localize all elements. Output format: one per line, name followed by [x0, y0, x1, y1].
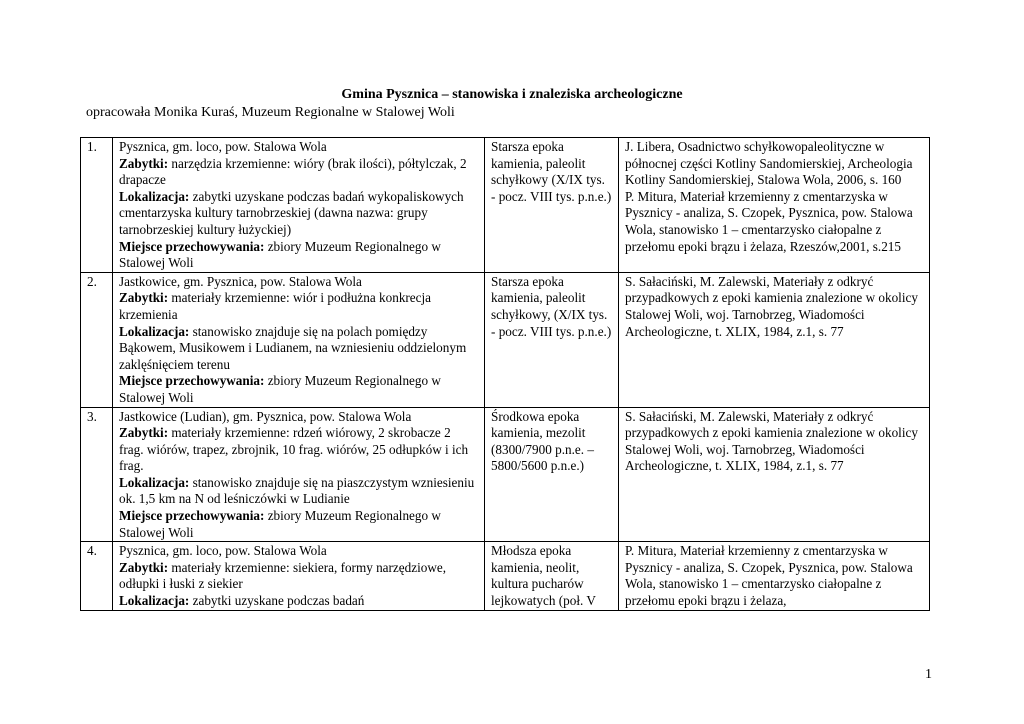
site-name: Pysznica, gm. loco, pow. Stalowa Wola [119, 543, 327, 559]
table-row [81, 407, 930, 542]
location-entry [119, 189, 478, 239]
finds-text: materiały krzemienne: wiór i podłużna konkrecja krzemienia [119, 290, 432, 322]
finds-text: narzędzia krzemienne: wióry (brak ilości), półtylczak, 2 drapacze [119, 155, 467, 188]
period-cell: Starsza epoka kamienia, paleolit schyłkowy, (X/IX tys. - pocz. VIII tys. p.n.e.) [485, 272, 619, 407]
finds-label: Zabytki: [119, 155, 169, 171]
site-name: Pysznica, gm. loco, pow. Stalowa Wola [119, 139, 327, 154]
finds-text: materiały krzemienne: rdzeń wiórowy, 2 skrobacze 2 frag. wiórów, trapez, zbrojnik, 10 frag. wiórów, 25 odłupków i ich frag. [119, 425, 469, 474]
location-entry [119, 475, 478, 508]
location-text: stanowisko znajduje się na piaszczystym wzniesieniu ok. 1,5 km na N od leśniczówki w Ludianie [119, 474, 475, 507]
finds-entry [119, 290, 478, 323]
storage-entry [119, 373, 478, 406]
literature-item: S. Sałaciński, M. Zalewski, Materiały z odkryć przypadkowych z epoki kamienia znalezione w okolicy Stalowej Woli, woj. Tarnobrzeg, Wiadomości Archeologiczne, t. XLIX, 1984, z.1, s. 77 [625, 408, 918, 474]
literature-cell [619, 138, 930, 273]
site-description [113, 407, 485, 542]
site-name: Jastkowice, gm. Pysznica, pow. Stalowa Wola [119, 273, 362, 289]
sites-table [80, 137, 930, 611]
location-text: zabytki uzyskane podczas badań [192, 593, 365, 609]
period-cell: Środkowa epoka kamienia, mezolit (8300/7900 p.n.e. – 5800/5600 p.n.e.) [485, 407, 619, 542]
storage-text: zbiory Muzeum Regionalnego w Stalowej Woli [119, 373, 441, 405]
literature-item: P. Mitura, Materiał krzemienny z cmentarzyska w Pysznicy - analiza, S. Czopek, Pysznica, pow. Stalowa Wola, stanowisko 1 – cmentarzysko ciałopalne z przełomu epoki brązu i żelaza, Rzeszów,2001, s.215 [625, 188, 913, 254]
table-row [81, 542, 930, 610]
location-entry [119, 593, 478, 610]
storage-text: zbiory Muzeum Regionalnego w Stalowej Woli [119, 508, 441, 540]
storage-label: Miejsce przechowywania: [119, 373, 265, 389]
site-description [113, 542, 485, 610]
site-description [113, 272, 485, 407]
literature-cell [619, 542, 930, 610]
location-label: Lokalizacja: [119, 474, 190, 490]
finds-entry [119, 156, 478, 189]
row-number: 1. [81, 138, 113, 273]
page-number: 1 [925, 667, 932, 682]
period-cell: Młodsza epoka kamienia, neolit, kultura pucharów lejkowatych (poł. V [485, 542, 619, 610]
location-label: Lokalizacja: [119, 188, 190, 204]
finds-entry [119, 560, 478, 593]
finds-label: Zabytki: [119, 290, 169, 306]
location-label: Lokalizacja: [119, 593, 190, 609]
location-label: Lokalizacja: [119, 323, 190, 339]
storage-entry [119, 508, 478, 541]
finds-text: materiały krzemienne: siekiera, formy narzędziowe, odłupki i łuski z siekier [119, 559, 447, 592]
table-row [81, 138, 930, 273]
location-text: stanowisko znajduje się na polach pomiędzy Bąkowem, Musikowem i Ludianem, na wzniesieniu oddzielonym zaklęśnięciem terenu [119, 323, 467, 372]
site-description [113, 138, 485, 273]
literature-cell [619, 272, 930, 407]
location-entry [119, 324, 478, 374]
period-cell: Starsza epoka kamienia, paleolit schyłkowy (X/IX tys. - pocz. VIII tys. p.n.e.) [485, 138, 619, 273]
literature-cell [619, 407, 930, 542]
document-subtitle: opracowała Monika Kuraś, Muzeum Regionalne w Stalowej Woli [86, 105, 455, 120]
site-name: Jastkowice (Ludian), gm. Pysznica, pow. Stalowa Wola [119, 408, 412, 424]
finds-entry [119, 425, 478, 475]
storage-label: Miejsce przechowywania: [119, 508, 265, 524]
location-text: zabytki uzyskane podczas badań wykopaliskowych cmentarzyska kultury tarnobrzeskiej (dawna nazwa: grupy tarnobrzeskiej kultury łużyckiej) [119, 188, 464, 237]
row-number: 4. [81, 542, 113, 610]
document-title: Gmina Pysznica – stanowiska i znaleziska archeologiczne [341, 87, 683, 102]
storage-text: zbiory Muzeum Regionalnego w Stalowej Woli [119, 238, 441, 271]
finds-label: Zabytki: [119, 425, 169, 441]
finds-label: Zabytki: [119, 559, 169, 575]
storage-label: Miejsce przechowywania: [119, 238, 265, 254]
row-number: 3. [81, 407, 113, 542]
table-row [81, 272, 930, 407]
literature-item: J. Libera, Osadnictwo schyłkowopaleolityczne w północnej części Kotliny Sandomierskiej, Archeologia Kotliny Sandomierskiej, Stalowa Wola, 2006, s. 160 [625, 139, 913, 188]
literature-item: S. Sałaciński, M. Zalewski, Materiały z odkryć przypadkowych z epoki kamienia znalezione w okolicy Stalowej Woli, woj. Tarnobrzeg, Wiadomości Archeologiczne, t. XLIX, 1984, z.1, s. 77 [625, 273, 918, 339]
storage-entry [119, 239, 478, 272]
literature-item: P. Mitura, Materiał krzemienny z cmentarzyska w Pysznicy - analiza, S. Czopek, Pysznica, pow. Stalowa Wola, stanowisko 1 – cmentarzysko ciałopalne z przełomu epoki brązu i żelaza, [625, 543, 913, 609]
row-number: 2. [81, 272, 113, 407]
